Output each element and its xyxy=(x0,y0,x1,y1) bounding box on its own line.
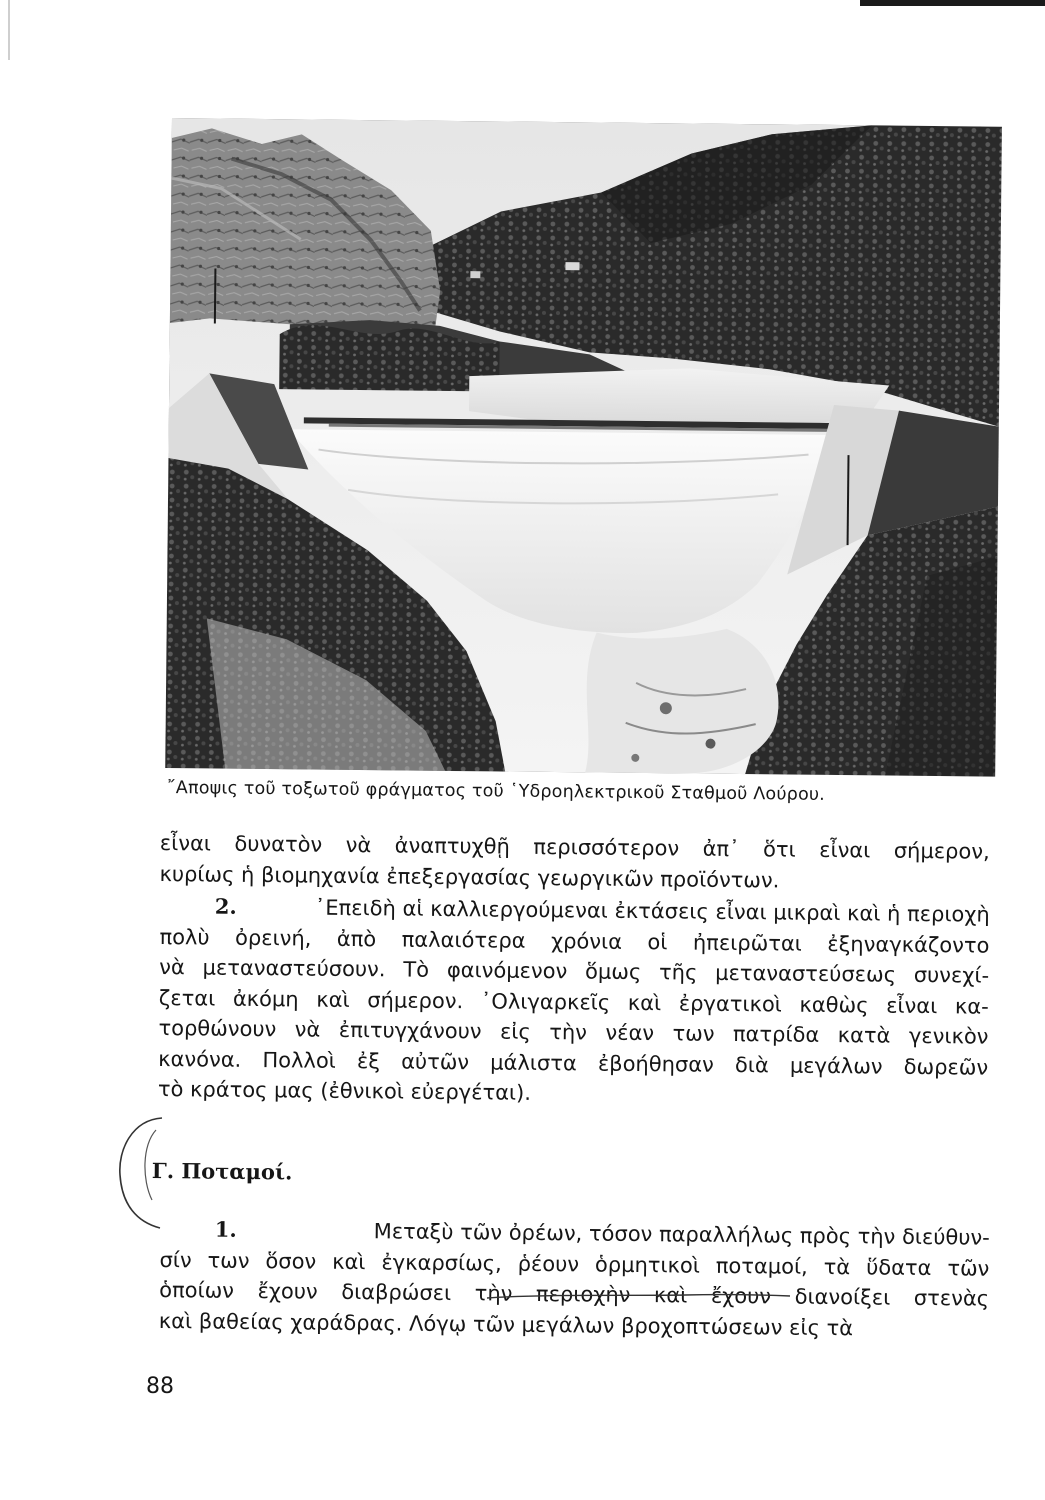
word: εἶναι xyxy=(886,993,938,1018)
word: καὶ xyxy=(627,990,662,1015)
word: στενὰς xyxy=(913,1285,990,1311)
word: νέαν xyxy=(605,1020,655,1046)
word: Πολλοὶ xyxy=(262,1047,336,1073)
paragraph-rivers xyxy=(159,1214,990,1345)
word: διαβρώσει xyxy=(341,1279,452,1306)
word: τὴν xyxy=(474,1281,513,1306)
paragraph-continuation xyxy=(159,828,990,898)
word: καὶ xyxy=(332,1249,366,1274)
word: καὶ xyxy=(316,987,350,1012)
word: σήμερον, xyxy=(893,838,990,864)
word: καὶ xyxy=(653,1283,688,1308)
word: μεταναστεύσουν. xyxy=(202,955,386,982)
word: νὰ xyxy=(294,1017,321,1042)
scan-top-edge xyxy=(860,0,1045,6)
word: τῶν xyxy=(947,1255,990,1281)
paragraph-number: 2. xyxy=(214,893,237,919)
word: τῆς xyxy=(658,960,698,985)
word: τὰ xyxy=(823,1254,851,1279)
word: διὰ xyxy=(734,1052,769,1077)
word: ᾽Ολιγαρκεῖς xyxy=(480,988,611,1015)
page-number: 88 xyxy=(146,1374,174,1399)
word: ἐργατικοὶ xyxy=(678,990,782,1017)
word: περισσότερον xyxy=(533,834,680,861)
word: ὁποίων xyxy=(159,1277,235,1303)
word: περιοχὴν xyxy=(535,1281,631,1307)
word: διανοίξει xyxy=(794,1284,891,1310)
word: σήμερον. xyxy=(367,987,464,1013)
word: κα- xyxy=(954,993,989,1019)
text-line-content: Μεταξὺ τῶν ὀρέων, τόσον παραλλήλως πρὸς τὴν διεύθυν- xyxy=(373,1219,990,1250)
text-line: καὶ βαθείας χαράδρας. Λόγῳ τῶν μεγάλων βροχοπτώσεων εἰς τὰ xyxy=(158,1308,854,1340)
word: φαινόμενον xyxy=(446,958,568,984)
word: ἀπὸ xyxy=(336,926,377,951)
word: πολὺ xyxy=(159,924,210,950)
word: δυνατὸν xyxy=(234,831,323,857)
word: χρόνια xyxy=(550,928,623,954)
word: ἔχουν xyxy=(257,1279,318,1304)
figure-caption: ῎Αποψις τοῦ τοξωτοῦ φράγματος τοῦ ῾Υδροηλεκτρικοῦ Σταθμοῦ Λούρου. xyxy=(166,778,826,805)
word: ὁρμητικοὶ xyxy=(594,1252,701,1278)
word: κατὰ xyxy=(837,1023,891,1048)
word: ῥέουν xyxy=(517,1251,580,1276)
word: των xyxy=(207,1248,250,1273)
word: εἶναι xyxy=(819,837,871,863)
word: παλαιότερα xyxy=(401,927,526,953)
word: ἐβοήθησαν xyxy=(597,1051,714,1077)
dam-photograph xyxy=(165,118,1002,777)
word: ὀρεινή, xyxy=(234,925,312,951)
text-line: τὸ κράτος μας (ἐθνικοὶ εὐεργέται). xyxy=(157,1076,532,1105)
word: ἀπ᾽ xyxy=(702,836,740,862)
word: Τὸ xyxy=(403,957,430,982)
word: εἰς xyxy=(499,1019,531,1044)
word: ὕδατα xyxy=(866,1254,932,1280)
word: γενικὸν xyxy=(908,1023,989,1049)
word: τὴν xyxy=(549,1020,588,1045)
word: ἐξ xyxy=(356,1048,381,1073)
word: τορθώνουν xyxy=(158,1015,277,1042)
word: συνεχί- xyxy=(913,962,990,988)
scan-edge-line xyxy=(8,0,10,60)
word: πατρίδα xyxy=(732,1022,820,1047)
word: ἀκόμη xyxy=(232,986,299,1011)
word: μεγάλων xyxy=(789,1053,883,1079)
word: ὅσον xyxy=(265,1248,317,1274)
section-heading: Γ. Ποταμοί. xyxy=(151,1158,293,1185)
paragraph-number: 1. xyxy=(214,1216,237,1242)
word: ὅτι xyxy=(762,837,796,862)
word: κανόνα. xyxy=(158,1046,242,1072)
word: μεταναστεύσεως xyxy=(715,960,897,987)
word: οἱ xyxy=(647,929,668,954)
word: των xyxy=(672,1021,715,1046)
handwritten-underline xyxy=(485,1290,795,1320)
word: νὰ xyxy=(345,832,372,858)
word: καθὼς xyxy=(799,992,869,1017)
word: ἔχουν xyxy=(710,1283,772,1309)
word: σίν xyxy=(159,1247,192,1272)
text-line: κυρίως ἡ βιομηχανία ἐπεξεργασίας γεωργικῶν προϊόντων. xyxy=(159,861,780,892)
word: ἐξηναγκάζοντο xyxy=(827,931,990,958)
word: ζεται xyxy=(158,985,216,1011)
paragraph-emigration xyxy=(158,891,990,1113)
word: ἐγκαρσίως, xyxy=(381,1249,502,1276)
text-line-content: ᾽Επειδὴ αἱ καλλιεργούμεναι ἐκτάσεις εἶναι μικραὶ καὶ ἡ περιοχὴ xyxy=(314,895,990,927)
word: μάλιστα xyxy=(490,1049,577,1075)
word: δωρεῶν xyxy=(903,1054,989,1080)
word: ἀναπτυχθῇ xyxy=(394,833,511,859)
word: ὅμως xyxy=(584,959,642,985)
word: ἠπειρῶται xyxy=(692,930,802,956)
word: εἶναι xyxy=(159,830,212,856)
word: νὰ xyxy=(159,954,185,980)
word: αὐτῶν xyxy=(401,1049,470,1074)
word: ποταμοί, xyxy=(715,1253,808,1279)
word: ἐπιτυγχάνουν xyxy=(338,1017,482,1044)
